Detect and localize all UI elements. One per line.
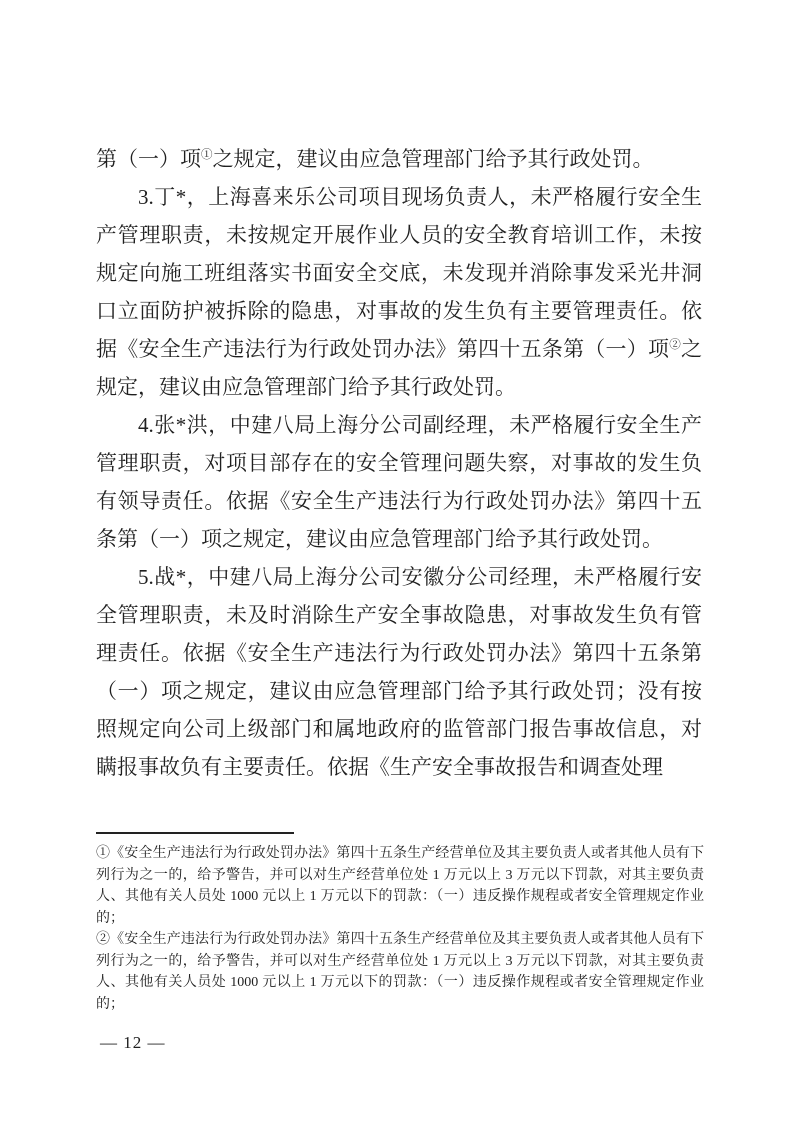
- footnote-ref-icon: ①: [201, 149, 213, 161]
- body-paragraph-continuation: 第（一）项①之规定，建议由应急管理部门给予其行政处罚。: [96, 147, 654, 171]
- footnote-separator: [96, 832, 294, 834]
- footnote-1: ①《安全生产违法行为行政处罚办法》第四十五条生产经营单位及其主要负责人或者其他人员有下列行为之一的，给予警告，并可以对生产经营单位处 1 万元以上 3 万元以下罚款，对其主要负责人、其他有关人员处 1000 元以上 1 万元以下的罚款：（一）违反操作规程或者安全管理规定作业的；: [96, 846, 704, 926]
- body-paragraph-item-3: 3.丁*，上海喜来乐公司项目现场负责人，未严格履行安全生产管理职责，未按规定开展作业人员的安全教育培训工作，未按规定向施工班组落实书面安全交底，未发现并消除事发采光井洞口立面防护被拆除的隐患，对事故的发生负有主要管理责任。依据《安全生产违法行为行政处罚办法》第四十五条第（一）项②之规定，建议由应急管理部门给予其行政处罚。: [96, 185, 703, 399]
- page-number: — 12 —: [100, 1033, 166, 1052]
- footnote-2: ②《安全生产违法行为行政处罚办法》第四十五条生产经营单位及其主要负责人或者其他人员有下列行为之一的，给予警告，并可以对生产经营单位处 1 万元以上 3 万元以下罚款，对其主要负责人、其他有关人员处 1000 元以上 1 万元以下的罚款：（一）违反操作规程或者安全管理规定作业的；: [96, 932, 704, 1012]
- body-paragraph-item-5: 5.战*，中建八局上海分公司安徽分公司经理，未严格履行安全管理职责，未及时消除生产安全事故隐患，对事故发生负有管理责任。依据《安全生产违法行为行政处罚办法》第四十五条第（一）项之规定，建议由应急管理部门给予其行政处罚；没有按照规定向公司上级部门和属地政府的监管部门报告事故信息，对瞒报事故负有主要责任。依据《生产安全事故报告和调查处理: [96, 565, 702, 779]
- document-body: [96, 140, 702, 786]
- footnotes-section: [96, 832, 704, 1015]
- footnote-ref-icon: ②: [669, 339, 682, 351]
- body-paragraph-item-4: 4.张*洪，中建八局上海分公司副经理，未严格履行安全生产管理职责，对项目部存在的安全管理问题失察，对事故的发生负有领导责任。依据《安全生产违法行为行政处罚办法》第四十五条第（一）项之规定，建议由应急管理部门给予其行政处罚。: [96, 413, 702, 551]
